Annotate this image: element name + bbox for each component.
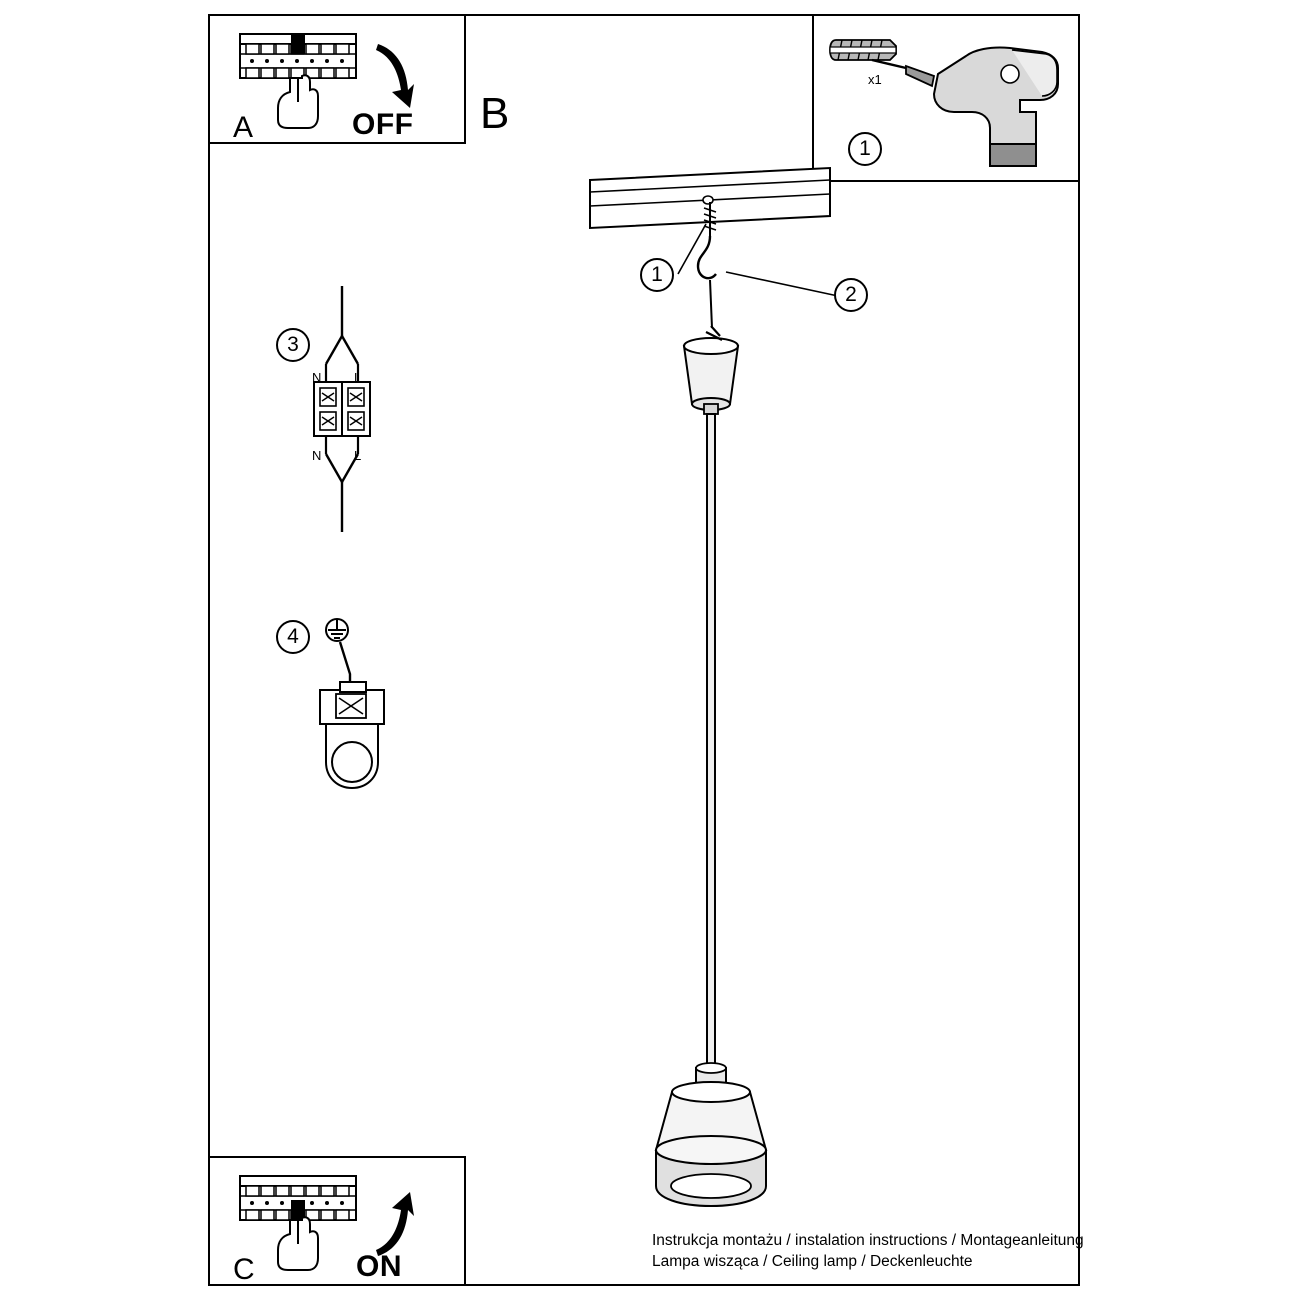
terminal-label-l-bottom: L — [354, 448, 362, 463]
circuit-breaker-off-icon — [240, 34, 356, 78]
hand-pointing-icon — [278, 75, 318, 128]
arrow-down-curved-icon — [376, 44, 414, 108]
earth-ground-terminal-graphic — [306, 612, 456, 812]
terminal-label-n-top: N — [312, 370, 322, 385]
terminal-label-l-top: L — [354, 370, 362, 385]
arrow-up-curved-icon — [376, 1192, 414, 1256]
step-4-group — [306, 612, 456, 812]
step-marker-1-tools-label: 1 — [859, 137, 871, 160]
step-marker-1-ceiling — [640, 258, 674, 292]
step-marker-2 — [834, 278, 868, 312]
panel-a-letter: A — [233, 111, 254, 144]
panel-a-state-label: OFF — [352, 108, 414, 141]
lamp-assembly-group — [560, 150, 960, 1250]
wire-terminal-block-graphic — [276, 286, 476, 536]
terminal-block-icon — [314, 382, 370, 436]
dowel-quantity-label: x1 — [868, 72, 882, 87]
step-marker-3-label: 3 — [287, 333, 299, 356]
step-marker-2-label: 2 — [845, 283, 857, 306]
circuit-breaker-on-icon — [240, 1176, 356, 1220]
step-marker-4-label: 4 — [287, 625, 299, 648]
wall-plug-dowel-icon — [830, 40, 896, 60]
lamp-canopy-icon — [684, 326, 738, 414]
step-marker-1-ceiling-label: 1 — [651, 263, 663, 286]
hand-pointing-icon — [278, 1217, 318, 1270]
ground-clamp-icon — [320, 682, 384, 788]
step-marker-3 — [276, 328, 310, 362]
caption-line-1: Instrukcja montażu / instalation instructions / Montageanleitung — [652, 1232, 1084, 1249]
panel-c-letter: C — [233, 1253, 255, 1286]
earth-ground-icon — [326, 619, 348, 641]
step-marker-4 — [276, 620, 310, 654]
panel-c-state-label: ON — [356, 1250, 402, 1283]
lamp-assembly-graphic — [560, 150, 960, 1250]
panel-b-letter: B — [480, 89, 510, 138]
step-3-group — [276, 286, 476, 536]
panel-c — [208, 1156, 466, 1286]
power-drill-icon — [872, 47, 1058, 166]
caption-line-2: Lampa wisząca / Ceiling lamp / Deckenleuchte — [652, 1253, 973, 1270]
panel-a — [208, 14, 466, 144]
terminal-label-n-bottom: N — [312, 448, 322, 463]
lamp-shade-icon — [656, 1063, 766, 1206]
